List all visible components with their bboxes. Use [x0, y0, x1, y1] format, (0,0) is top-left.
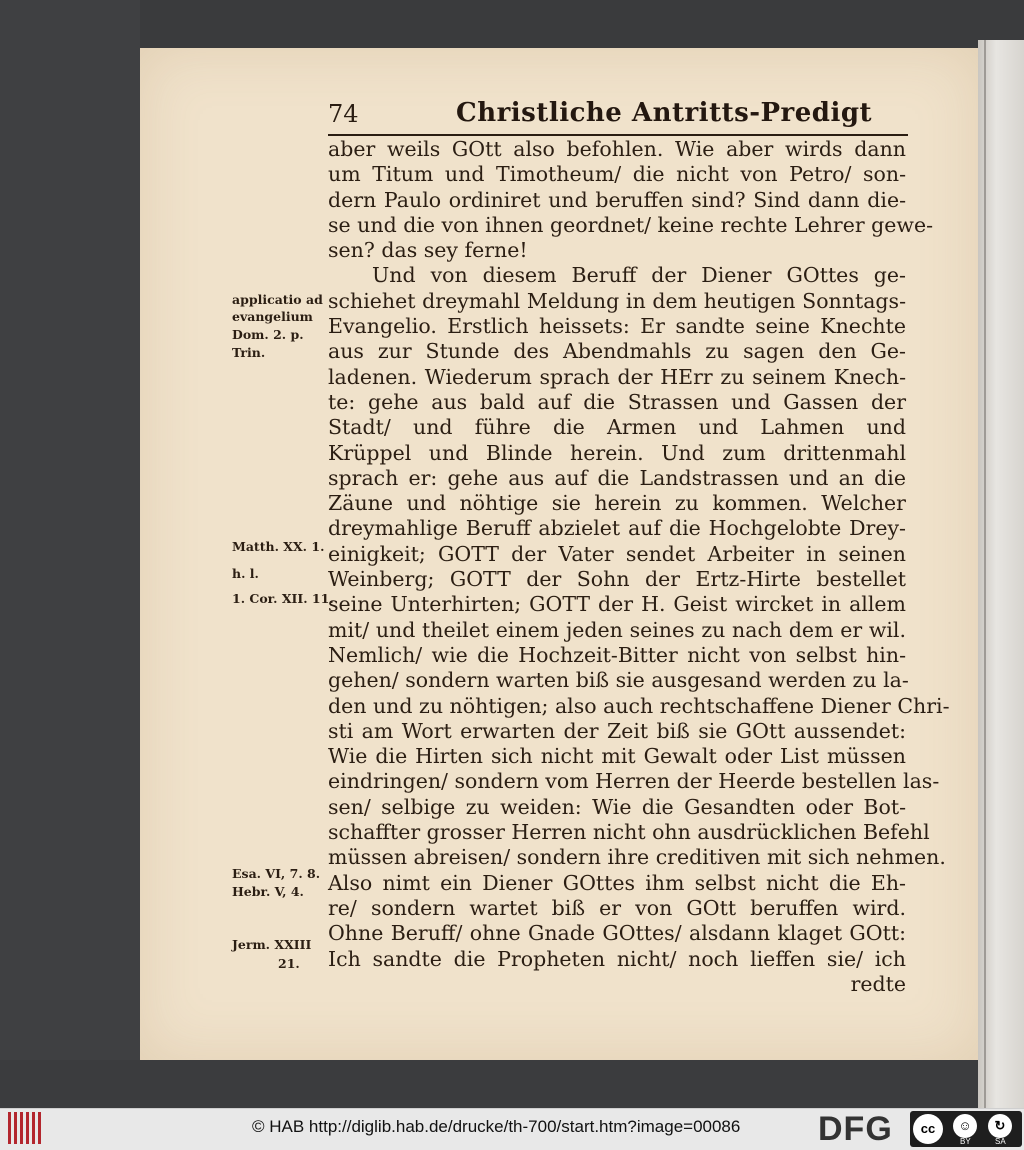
cc-license-badge[interactable]	[910, 1111, 1022, 1147]
text-line: Weinberg; GOTT der Sohn der Ertz-Hirte bestellet	[328, 567, 906, 592]
marginal-note: Esa. VI, 7. 8.	[232, 866, 321, 881]
text-line: dern Paulo ordiniret und beruffen sind? Sind dann die-	[328, 187, 906, 212]
text-line: sen? das sey ferne!	[328, 238, 528, 263]
by-label: BY	[960, 1137, 971, 1146]
text-line: Ich sandte die Propheten nicht/ noch lieffen sie/ ich	[328, 946, 906, 971]
running-title: Christliche Antritts-Predigt	[456, 98, 873, 128]
text-line: seine Unterhirten; GOTT der H. Geist wircket in allem	[328, 592, 906, 617]
text-line: schaffter grosser Herren nicht ohn ausdrücklichen Befehl	[328, 820, 930, 845]
text-line: um Titum und Timotheum/ die nicht von Petro/ son-	[328, 162, 906, 187]
cc-icon: cc	[913, 1114, 943, 1144]
marginal-note: 1. Cor. XII. 11.	[232, 591, 334, 606]
text-line: re/ sondern wartet biß er von GOtt beruffen wird.	[328, 895, 906, 920]
page-body	[328, 137, 950, 997]
text-line: gehen/ sondern warten biß sie ausgesand werden zu la-	[328, 668, 909, 693]
catchword: redte	[850, 971, 906, 996]
marginal-note: Dom. 2. p.	[232, 327, 304, 342]
sa-label: SA	[995, 1137, 1006, 1146]
text-line: aber weils GOtt also befohlen. Wie aber wirds dann	[328, 137, 906, 161]
sa-icon: ↻	[988, 1114, 1012, 1138]
text-line: Wie die Hirten sich nicht mit Gewalt oder List müssen	[328, 744, 906, 769]
viewer-background-bottom	[0, 1060, 978, 1108]
text-line: sen/ selbige zu weiden: Wie die Gesandten oder Bot-	[328, 794, 906, 819]
text-line: Nemlich/ wie die Hochzeit-Bitter nicht von selbst hin-	[328, 642, 906, 667]
marginal-note: Hebr. V, 4.	[232, 884, 304, 899]
text-line: müssen abreisen/ sondern ihre creditiven mit sich nehmen.	[328, 845, 946, 870]
text-line: mit/ und theilet einem jeden seines zu nach dem er wil.	[328, 617, 906, 642]
marginal-note: h. l.	[232, 566, 259, 581]
text-line: sprach er: gehe aus auf die Landstrassen und an die	[328, 465, 906, 490]
marginal-note: 21.	[278, 956, 300, 971]
marginal-note: evangelium	[232, 309, 313, 324]
page-edge-line	[984, 40, 986, 1108]
text-line: aus zur Stunde des Abendmahls zu sagen den Ge-	[328, 339, 906, 364]
text-line: Evangelio. Erstlich heissets: Er sandte seine Knechte	[328, 314, 906, 339]
marginal-note: Trin.	[232, 345, 266, 360]
marginal-note: Matth. XX. 1.	[232, 539, 325, 554]
text-line: sti am Wort erwarten der Zeit biß sie GOtt aussendet:	[328, 718, 906, 743]
text-line: Ohne Beruff/ ohne Gnade GOttes/ alsdann klaget GOtt:	[328, 921, 906, 946]
text-line: Stadt/ und führe die Armen und Lahmen und	[328, 415, 906, 440]
text-line: ladenen. Wiederum sprach der HErr zu seinem Knech-	[328, 364, 906, 389]
text-line: Und von diesem Beruff der Diener GOttes ge-	[372, 263, 906, 288]
viewer-background	[0, 0, 140, 1108]
marginal-note: applicatio ad	[232, 292, 323, 307]
text-line: Krüppel und Blinde herein. Und zum drittenmahl	[328, 440, 906, 465]
text-line: te: gehe aus bald auf die Strassen und Gassen der	[328, 389, 906, 414]
by-icon: ☺	[953, 1114, 977, 1138]
text-line: dreymahlige Beruff abzielet auf die Hochgelobte Drey-	[328, 516, 906, 541]
text-line: se und die von ihnen geordnet/ keine rechte Lehrer gewe-	[328, 212, 934, 237]
text-line: Also nimt ein Diener GOttes ihm selbst nicht die Eh-	[328, 870, 906, 895]
page-number: 74	[328, 100, 359, 128]
footer-credit-link[interactable]: © HAB http://diglib.hab.de/drucke/th-700/start.htm?image=00086	[252, 1117, 741, 1136]
dfg-logo: DFG	[818, 1110, 893, 1148]
text-line: einigkeit; GOTT der Vater sendet Arbeiter in seinen	[328, 541, 906, 566]
text-line: eindringen/ sondern vom Herren der Heerde bestellen las-	[328, 769, 940, 794]
marginal-note: Jerm. XXIII	[232, 937, 312, 952]
page-header	[328, 100, 908, 136]
hab-logo-icon	[6, 1112, 46, 1144]
text-line: schiehet dreymahl Meldung in dem heutigen Sonntags-	[328, 288, 906, 313]
text-line: den und zu nöhtigen; also auch rechtschaffene Diener Chri-	[328, 693, 950, 718]
text-line: Zäune und nöhtige sie herein zu kommen. Welcher	[328, 491, 906, 516]
